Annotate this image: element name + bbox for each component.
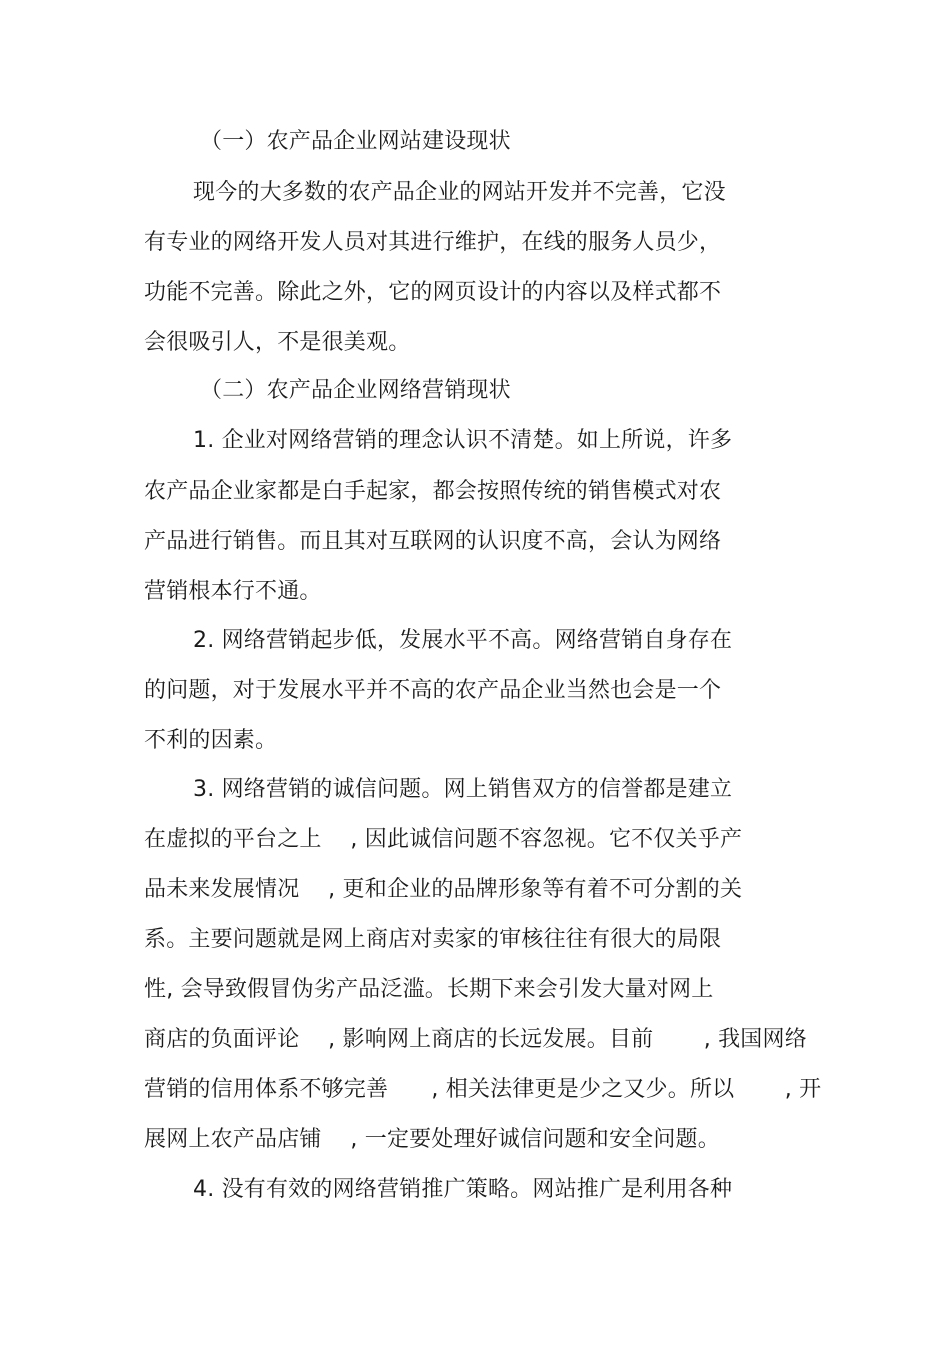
list-item-line: 营销根本行不通。 [144, 579, 322, 604]
list-item-line: 2. 网络营销起步低，发展水平不高。网络营销自身存在 [193, 628, 733, 653]
list-item-line: 性, 会导致假冒伪劣产品泛滥。长期下来会引发大量对网上 [144, 977, 714, 1002]
section-heading-1: （一）农产品企业网站建设现状 [200, 129, 511, 154]
paragraph-line: 会很吸引人，不是很美观。 [144, 330, 411, 355]
list-item-line: 品未来发展情况 , 更和企业的品牌形象等有着不可分割的关 [144, 877, 743, 902]
section-heading-2: （二）农产品企业网络营销现状 [200, 378, 511, 403]
list-item-line: 不利的因素。 [144, 728, 278, 753]
list-item-line: 产品进行销售。而且其对互联网的认识度不高，会认为网络 [144, 529, 722, 554]
list-item-line: 农产品企业家都是白手起家，都会按照传统的销售模式对农 [144, 479, 722, 504]
list-item-line: 的问题，对于发展水平并不高的农产品企业当然也会是一个 [144, 678, 722, 703]
list-item-line: 1. 企业对网络营销的理念认识不清楚。如上所说，许多 [193, 428, 733, 453]
list-item-line: 4. 没有有效的网络营销推广策略。网站推广是利用各种 [193, 1177, 733, 1202]
list-item-line: 系。主要问题就是网上商店对卖家的审核往往有很大的局限 [144, 927, 722, 952]
list-item-line: 3. 网络营销的诚信问题。网上销售双方的信誉都是建立 [193, 777, 733, 802]
list-item-line: 营销的信用体系不够完善 , 相关法律更是少之又少。所以 , 开 [144, 1077, 822, 1102]
paragraph-line: 功能不完善。除此之外，它的网页设计的内容以及样式都不 [144, 280, 722, 305]
list-item-line: 商店的负面评论 , 影响网上商店的长远发展。目前 , 我国网络 [144, 1027, 807, 1052]
list-item-line: 在虚拟的平台之上 , 因此诚信问题不容忽视。它不仅关乎产 [144, 827, 743, 852]
paragraph-line: 现今的大多数的农产品企业的网站开发并不完善，它没 [193, 180, 726, 205]
list-item-line: 展网上农产品店铺 , 一定要处理好诚信问题和安全问题。 [144, 1127, 720, 1152]
paragraph-line: 有专业的网络开发人员对其进行维护，在线的服务人员少， [144, 230, 722, 255]
